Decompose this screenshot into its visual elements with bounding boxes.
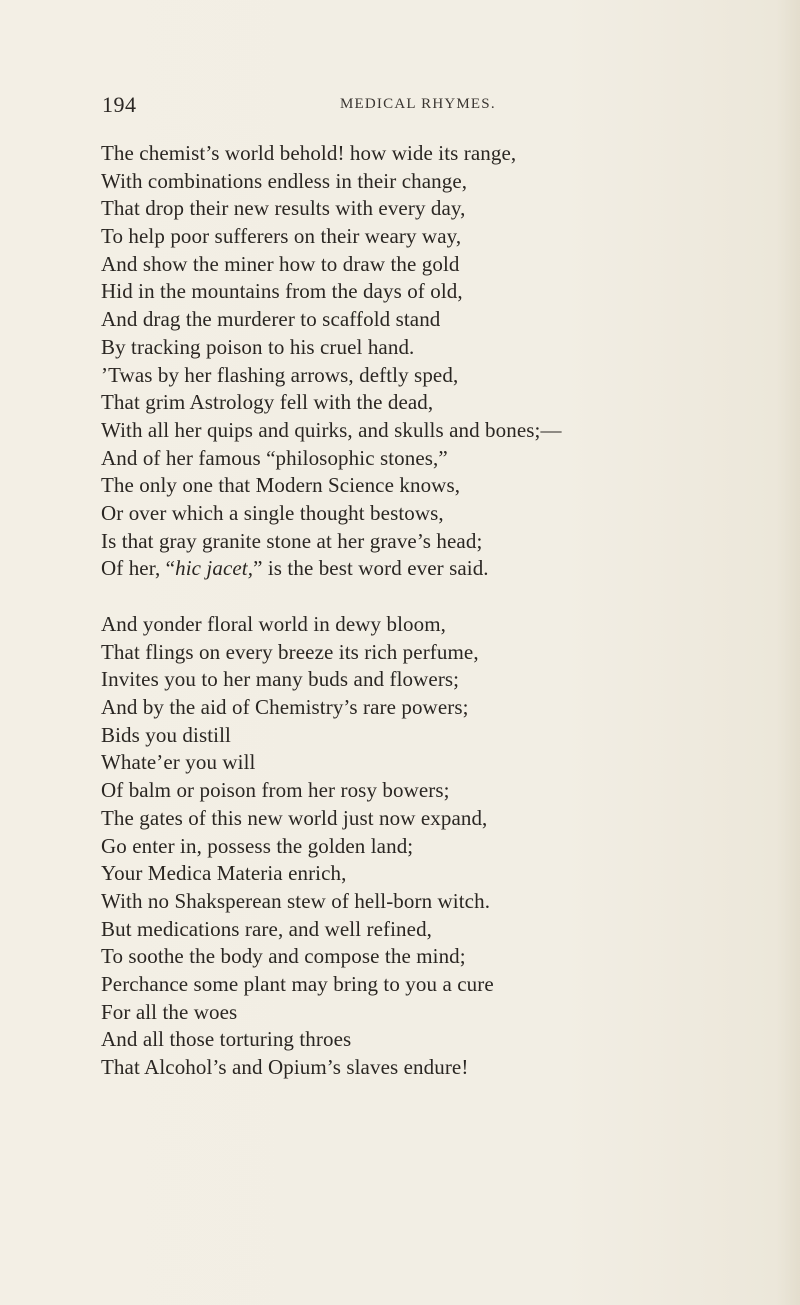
verse-line: With combinations endless in their change,	[101, 168, 468, 193]
verse-line: And of her famous “philosophic stones,”	[101, 445, 448, 470]
stanza-2	[101, 611, 791, 1082]
verse-line: ’Twas by her flashing arrows, deftly sped,	[101, 362, 459, 387]
italic-phrase: hic jacet,	[175, 556, 254, 581]
verse-line: Or over which a single thought bestows,	[101, 500, 444, 525]
verse-line: Of balm or poison from her rosy bowers;	[101, 778, 450, 803]
page-number: 194	[102, 92, 137, 117]
verse-line: To help poor sufferers on their weary way,	[101, 224, 462, 249]
verse-line: That Alcohol’s and Opium’s slaves endure!	[101, 1055, 469, 1079]
verse-line: Go enter in, possess the golden land;	[101, 833, 414, 858]
verse-line: And drag the murderer to scaffold stand	[101, 307, 441, 332]
verse-line: Hid in the mountains from the days of old,	[101, 279, 463, 304]
verse-line: Your Medica Materia enrich,	[101, 861, 347, 886]
verse-line: Bids you distill	[101, 722, 231, 747]
stanza-1	[101, 140, 791, 583]
verse-line: Whate’er you will	[101, 750, 256, 775]
verse-line: Is that gray granite stone at her grave’s head;	[101, 528, 483, 553]
verse-line: For all the woes	[101, 999, 238, 1024]
line-text-after: ” is the best word ever said.	[253, 556, 489, 581]
page-header	[0, 92, 800, 132]
verse-line: Perchance some plant may bring to you a cure	[101, 971, 494, 996]
verse-line: Invites you to her many buds and flowers;	[101, 667, 460, 692]
verse-line: To soothe the body and compose the mind;	[101, 944, 466, 969]
verse-line: That drop their new results with every day,	[101, 196, 466, 221]
verse-line: The only one that Modern Science knows,	[101, 473, 461, 498]
verse-line: The chemist’s world behold! how wide its range,	[101, 141, 517, 165]
verse-line: And yonder floral world in dewy bloom,	[101, 612, 446, 636]
stanza-break	[101, 583, 791, 611]
verse-line: And show the miner how to draw the gold	[101, 251, 460, 276]
verse-line: And all those torturing throes	[101, 1027, 352, 1052]
verse-line: But medications rare, and well refined,	[101, 916, 433, 941]
verse-line: With no Shaksperean stew of hell-born witch.	[101, 888, 491, 913]
line-text-before: Of her, “	[101, 556, 176, 581]
verse-line: With all her quips and quirks, and skulls and bones;—	[101, 417, 562, 442]
verse-line-hic-jacet	[101, 555, 791, 583]
verse-line: The gates of this new world just now expand,	[101, 805, 488, 830]
verse-line: That flings on every breeze its rich perfume,	[101, 639, 479, 664]
verse-line: By tracking poison to his cruel hand.	[101, 334, 415, 359]
poem-text	[101, 140, 791, 1082]
running-head: MEDICAL RHYMES.	[340, 96, 496, 112]
verse-line: And by the aid of Chemistry’s rare powers;	[101, 695, 469, 720]
verse-line: That grim Astrology fell with the dead,	[101, 390, 434, 415]
